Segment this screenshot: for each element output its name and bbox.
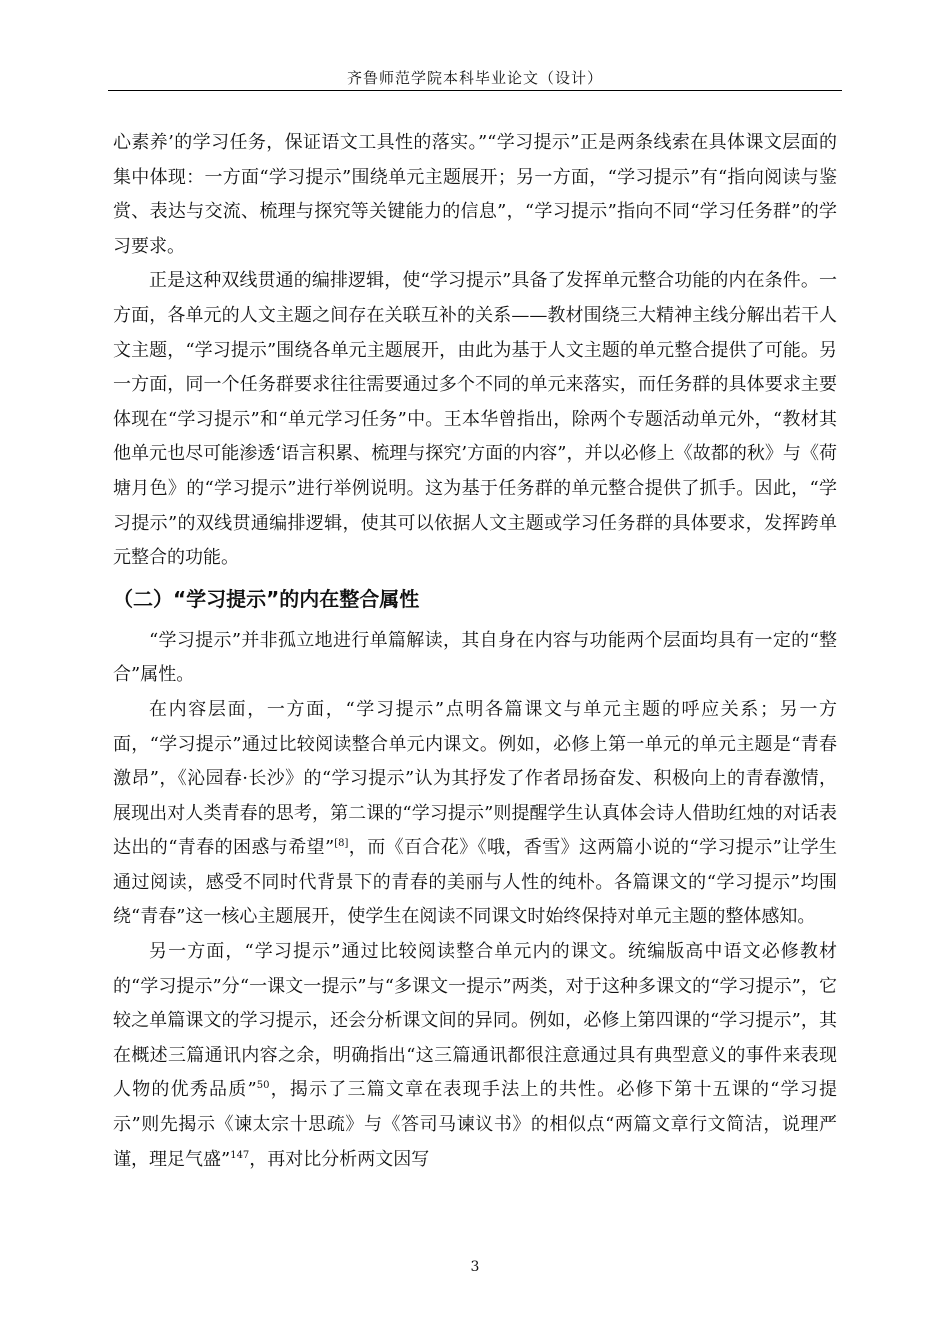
- citation-marker: 147: [230, 1149, 250, 1161]
- page-number: 3: [470, 1259, 480, 1275]
- citation-marker: 50: [256, 1080, 270, 1092]
- paragraph-5: [113, 935, 837, 1177]
- paragraph-5-text-cont: ，揭示了三篇文章在表现手法上的共性。必修下第十五课的“学习提示”则先揭示《谏太宗十思疏》与《答司马谏议书》的相似点“两篇文章行文简洁，说理严谨，理足气盛”: [113, 1079, 838, 1170]
- header-rule: [108, 90, 842, 91]
- paragraph-5-text-end: ，再对比分析两文因写: [249, 1148, 430, 1170]
- paragraph-4-text-cont: ，而《百合花》《哦，香雪》这两篇小说的“学习提示”让学生通过阅读，感受不同时代背景下的青春的美丽与人性的纯朴。各篇课文的“学习提示”均围绕“青春”这一核心主题展开，使学生在阅读不同课文时始终保持对单元主题的整体感知。: [113, 837, 838, 928]
- paragraph-4: [113, 693, 837, 935]
- paragraph-3: [113, 624, 837, 693]
- paragraph-5-text: 另一方面，“学习提示”通过比较阅读整合单元内的课文。统编版高中语文必修教材的“学习提示”分“一课文一提示”与“多课文一提示”两类，对于这种多课文的“学习提示”，它较之单篇课文的学习提示，还会分析课文间的异同。例如，必修上第四课的“学习提示”，其在概述三篇通讯内容之余，明确指出“这三篇通讯都很注意通过具有典型意义的事件来表现人物的优秀品质”: [113, 941, 837, 1101]
- paragraph-2: [113, 264, 837, 575]
- paragraph-2-text: 正是这种双线贯通的编排逻辑，使“学习提示”具备了发挥单元整合功能的内在条件。一方面，各单元的人文主题之间存在关联互补的关系——教材围绕三大精神主线分解出若干人文主题，“学习提示”围绕各单元主题展开，由此为基于人文主题的单元整合提供了可能。另一方面，同一个任务群要求往往需要通过多个不同的单元来落实，而任务群的具体要求主要体现在“学习提示”和“单元学习任务”中。王本华曾指出，除两个专题活动单元外，“教材其他单元也尽可能渗透‘语言积累、梳理与探究’方面的内容”，并以必修上《故都的秋》与《荷塘月色》的“学习提示”进行举例说明。这为基于任务群的单元整合提供了抓手。因此，“学习提示”的双线贯通编排逻辑，使其可以依据人文主题或学习任务群的具体要求，发挥跨单元整合的功能。: [113, 270, 837, 569]
- paragraph-1-text: 心素养’的学习任务，保证语文工具性的落实。”“学习提示”正是两条线索在具体课文层面的集中体现：一方面“学习提示”围绕单元主题展开；另一方面，“学习提示”有“指向阅读与鉴赏、表达与交流、梳理与探究等关键能力的信息”，“学习提示”指向不同“学习任务群”的学习要求。: [113, 132, 837, 257]
- paragraph-3-text: “学习提示”并非孤立地进行单篇解读，其自身在内容与功能两个层面均具有一定的“整合”属性。: [113, 629, 837, 686]
- section-heading: （二）“学习提示”的内在整合属性: [113, 586, 420, 611]
- paragraph-1: [113, 126, 837, 264]
- paragraph-4-text: 在内容层面，一方面，“学习提示”点明各篇课文与单元主题的呼应关系；另一方面，“学习提示”通过比较阅读整合单元内课文。例如，必修上第一单元的单元主题是“青春激昂”，《沁园春·长沙》的“学习提示”认为其抒发了作者昂扬奋发、积极向上的青春激情，展现出对人类青春的思考，第二课的“学习提示”则提醒学生认真体会诗人借助红烛的对话表达出的“青春的困惑与希望”: [113, 698, 837, 859]
- body-text: [113, 126, 837, 1177]
- running-header: 齐鲁师范学院本科毕业论文（设计）: [346, 69, 603, 87]
- citation-marker: [8]: [334, 838, 349, 850]
